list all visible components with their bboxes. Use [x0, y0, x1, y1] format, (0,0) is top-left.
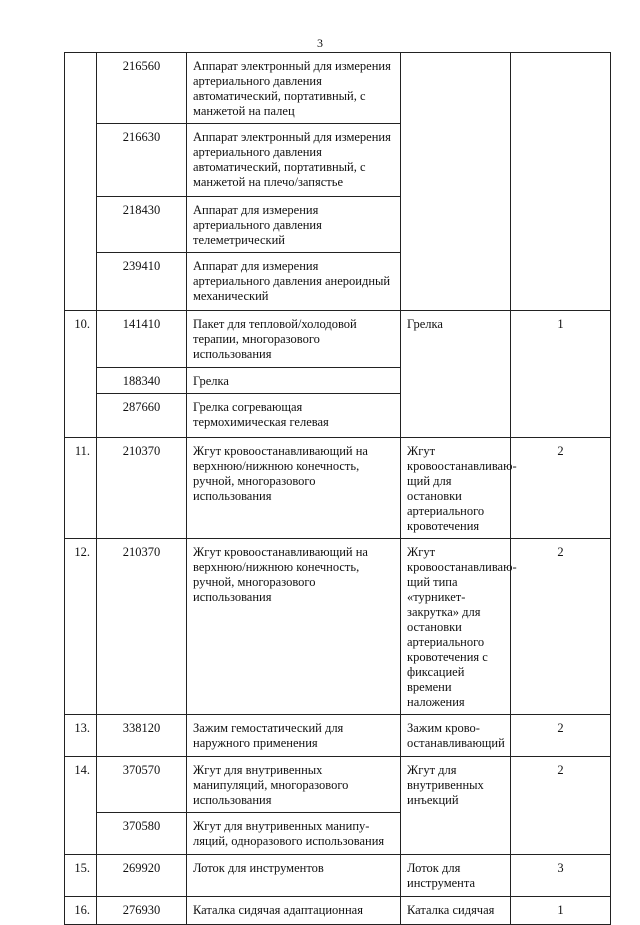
name-cell: Жгут для внутривенных манипуляций, многоразового использования [187, 757, 401, 813]
kind-cell: Жгут для внутривенных инъекций [401, 757, 511, 855]
row-number-cell [65, 53, 97, 311]
code-cell: 210370 [97, 438, 187, 539]
page-number: 3 [317, 36, 323, 50]
table-row [65, 53, 611, 124]
code-cell: 216630 [97, 124, 187, 197]
code-cell: 210370 [97, 539, 187, 715]
kind-cell: Каталка сидячая [401, 897, 511, 925]
code-cell: 216560 [97, 53, 187, 124]
code-cell: 188340 [97, 368, 187, 394]
kind-cell: Зажим крово-останавливающий [401, 715, 511, 757]
table-row [65, 715, 611, 757]
row-number-cell: 10. [65, 311, 97, 438]
qty-cell: 2 [511, 715, 611, 757]
code-cell: 370580 [97, 813, 187, 855]
qty-cell: 2 [511, 438, 611, 539]
code-cell: 141410 [97, 311, 187, 368]
name-cell: Аппарат для измерения артериального давления телеметрический [187, 197, 401, 253]
code-cell: 218430 [97, 197, 187, 253]
name-cell: Зажим гемостатический для наружного применения [187, 715, 401, 757]
row-number-cell: 15. [65, 855, 97, 897]
name-cell: Аппарат электронный для измерения артериального давления автоматический, портативный, с манжетой на палец [187, 53, 401, 124]
qty-cell: 2 [511, 757, 611, 855]
row-number-cell: 11. [65, 438, 97, 539]
name-cell: Грелка согревающая термохимическая гелевая [187, 394, 401, 438]
name-cell: Жгут для внутривенных манипу-ляций, одноразового использования [187, 813, 401, 855]
code-cell: 239410 [97, 253, 187, 311]
code-cell: 370570 [97, 757, 187, 813]
name-cell: Жгут кровоостанавливающий на верхнюю/нижнюю конечность, ручной, многоразового использования [187, 438, 401, 539]
name-cell: Грелка [187, 368, 401, 394]
row-number-cell: 14. [65, 757, 97, 855]
table-row [65, 855, 611, 897]
row-number-cell: 13. [65, 715, 97, 757]
table-row [65, 438, 611, 539]
qty-cell: 3 [511, 855, 611, 897]
name-cell: Жгут кровоостанавливающий на верхнюю/нижнюю конечность, ручной, многоразового использования [187, 539, 401, 715]
name-cell: Каталка сидячая адаптационная [187, 897, 401, 925]
name-cell: Лоток для инструментов [187, 855, 401, 897]
qty-cell: 1 [511, 897, 611, 925]
qty-cell: 2 [511, 539, 611, 715]
kind-cell: Лоток для инструмента [401, 855, 511, 897]
row-number-cell: 12. [65, 539, 97, 715]
kind-cell: Жгут кровоостанавливаю-щий для остановки артериального кровотечения [401, 438, 511, 539]
row-number-cell: 16. [65, 897, 97, 925]
qty-cell [511, 53, 611, 311]
table-row [65, 897, 611, 925]
table-row [65, 311, 611, 368]
code-cell: 276930 [97, 897, 187, 925]
kind-cell [401, 53, 511, 311]
medical-devices-table [64, 52, 611, 925]
name-cell: Аппарат электронный для измерения артериального давления автоматический, портативный, с манжетой на плечо/запястье [187, 124, 401, 197]
name-cell: Аппарат для измерения артериального давления анероидный механический [187, 253, 401, 311]
code-cell: 338120 [97, 715, 187, 757]
qty-cell: 1 [511, 311, 611, 438]
kind-cell: Жгут кровоостанавливаю-щий типа «турникет-закрутка» для остановки артериального кровотечения с фиксацией времени наложения [401, 539, 511, 715]
table-row [65, 757, 611, 813]
code-cell: 287660 [97, 394, 187, 438]
name-cell: Пакет для тепловой/холодовой терапии, многоразового использования [187, 311, 401, 368]
table-row [65, 539, 611, 715]
code-cell: 269920 [97, 855, 187, 897]
kind-cell: Грелка [401, 311, 511, 438]
